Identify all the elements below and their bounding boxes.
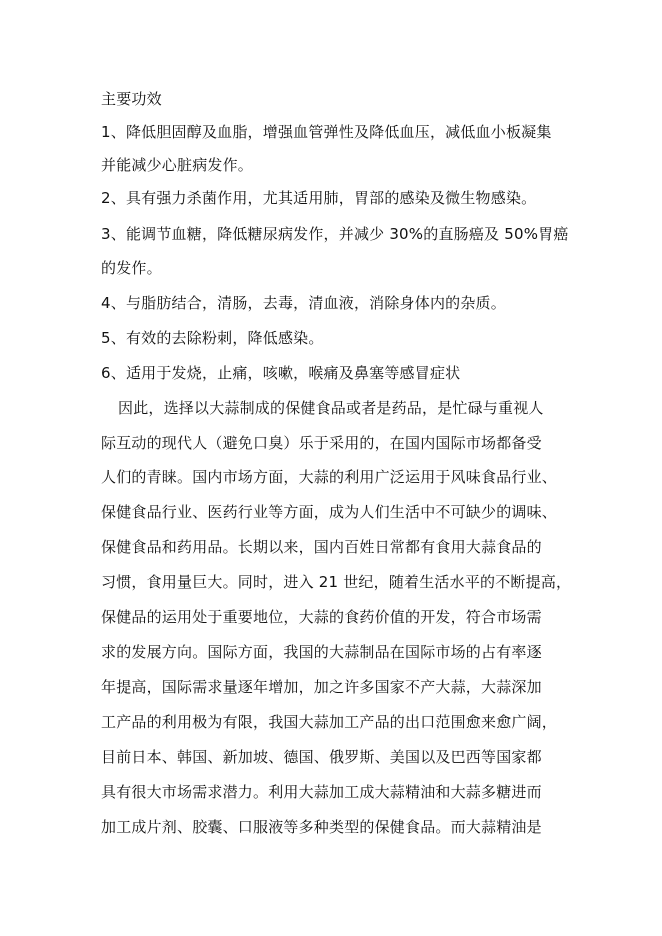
paragraph-line: 求的发展方向。国际方面，我国的大蒜制品在国际市场的占有率逐 — [101, 643, 542, 661]
paragraph-line: 际互动的现代人（避免口臭）乐于采用的，在国内国际市场都备受 — [101, 434, 542, 452]
paragraph-line: 因此，选择以大蒜制成的保健食品或者是药品，是忙碌与重视人 — [118, 399, 544, 417]
text-line: 3、能调节血糖，降低糖尿病发作，并减少 30%的直肠癌及 50%胃癌 — [101, 225, 569, 243]
section-heading: 主要功效 — [101, 90, 162, 108]
text-line: 2、具有强力杀菌作用，尤其适用肺，胃部的感染及微生物感染。 — [101, 189, 537, 207]
paragraph-line: 具有很大市场需求潜力。利用大蒜加工成大蒜精油和大蒜多糖进而 — [101, 783, 542, 801]
paragraph-line: 目前日本、韩国、新加坡、德国、俄罗斯、美国以及巴西等国家都 — [101, 748, 542, 766]
paragraph-line: 人们的青睐。国内市场方面，大蒜的利用广泛运用于风味食品行业、 — [101, 468, 558, 486]
text-line: 6、适用于发烧，止痛，咳嗽，喉痛及鼻塞等感冒症状 — [101, 364, 461, 382]
paragraph-line: 保健食品和药用品。长期以来，国内百姓日常都有食用大蒜食品的 — [101, 538, 542, 556]
text-line: 的发作。 — [101, 259, 162, 277]
paragraph-line: 工产品的利用极为有限，我国大蒜加工产品的出口范围愈来愈广阔， — [101, 713, 558, 731]
text-line: 5、有效的去除粉刺，降低感染。 — [101, 329, 324, 347]
text-line: 4、与脂肪结合，清肠，去毒，清血液，消除身体内的杂质。 — [101, 294, 506, 312]
paragraph-line: 习惯，食用量巨大。同时，进入 21 世纪，随着生活水平的不断提高， — [101, 573, 572, 591]
text-line: 1、降低胆固醇及血脂，增强血管弹性及降低血压，减低血小板凝集 — [101, 123, 552, 141]
text-line: 并能减少心脏病发作。 — [101, 156, 254, 174]
paragraph-line: 保健品的运用处于重要地位，大蒜的食药价值的开发，符合市场需 — [101, 608, 542, 626]
paragraph-line: 年提高，国际需求量逐年增加，加之许多国家不产大蒜，大蒜深加 — [101, 678, 542, 696]
paragraph-line: 保健食品行业、医药行业等方面，成为人们生活中不可缺少的调味、 — [101, 503, 558, 521]
paragraph-line: 加工成片剂、胶囊、口服液等多种类型的保健食品。而大蒜精油是 — [101, 818, 542, 836]
